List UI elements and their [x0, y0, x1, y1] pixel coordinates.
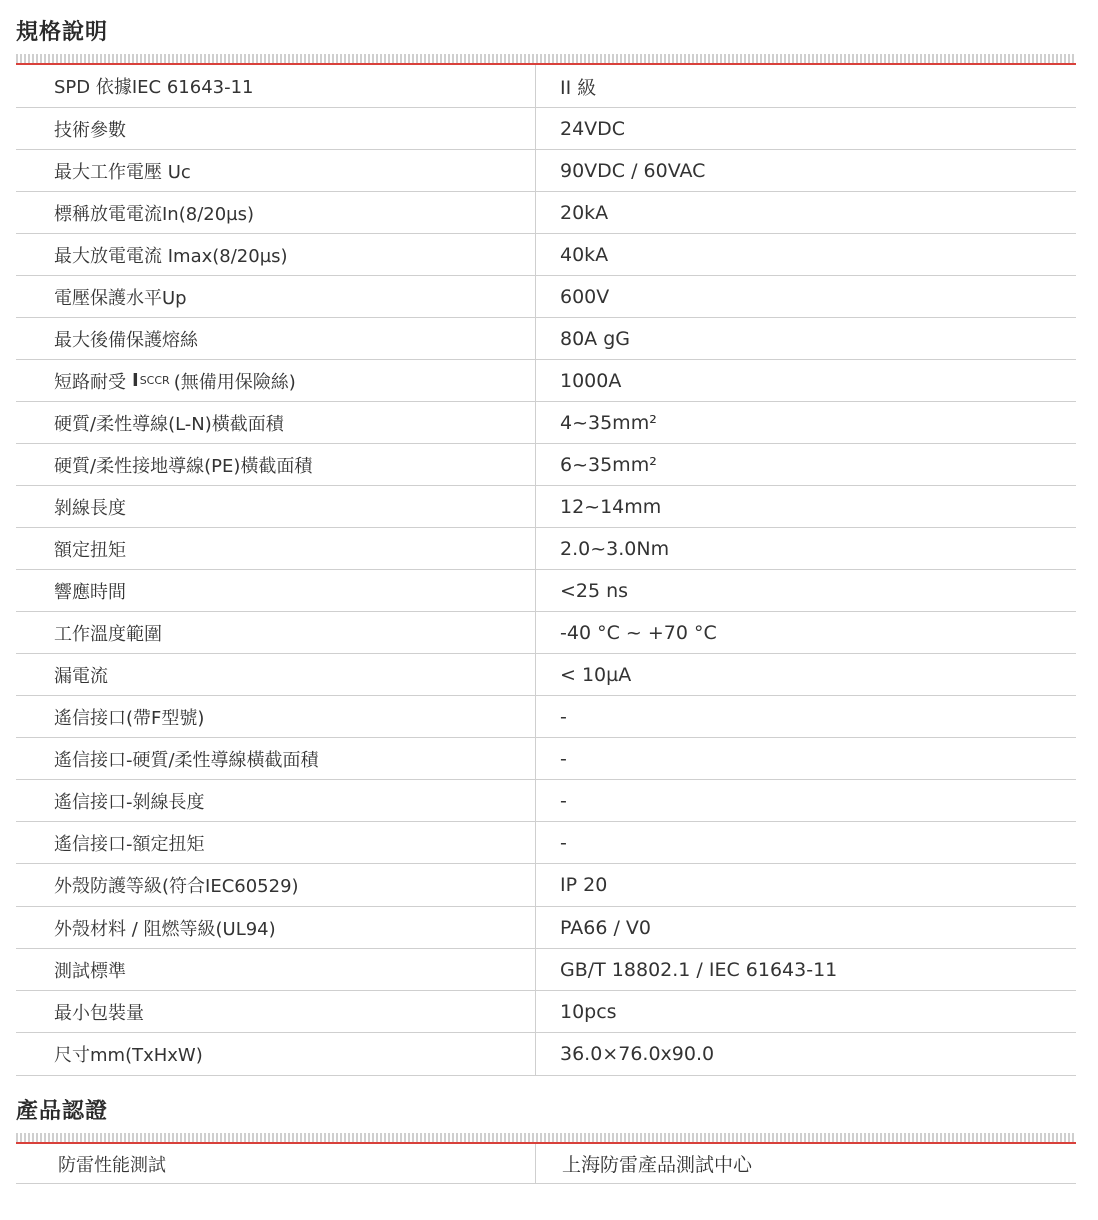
spec-value: 20kA: [560, 201, 609, 224]
cert-value: 上海防雷產品測試中心: [562, 1154, 753, 1176]
spec-row: [16, 1033, 1076, 1076]
cert-label: 防雷性能測試: [16, 1144, 536, 1183]
spec-row: [16, 444, 1076, 486]
spec-row: [16, 108, 1076, 150]
spec-row: [16, 822, 1076, 864]
spec-row: [16, 360, 1076, 402]
spec-label: 測試標準: [16, 949, 536, 990]
spec-row: [16, 907, 1076, 949]
spec-label: 外殼防護等級(符合IEC60529): [16, 864, 536, 906]
spec-row: [16, 65, 1076, 108]
spec-value: 40kA: [560, 243, 609, 266]
spec-row: [16, 150, 1076, 192]
spec-row: [16, 192, 1076, 234]
spec-value: 80A gG: [560, 327, 630, 350]
spec-row: [16, 738, 1076, 780]
spec-table: [16, 65, 1076, 1076]
spec-value: 2.0~3.0Nm: [560, 537, 670, 560]
spec-value: 12~14mm: [560, 495, 662, 518]
spec-label: 標稱放電電流In(8/20µs): [16, 192, 536, 233]
spec-label: 遙信接口-額定扭矩: [16, 822, 536, 863]
spec-row: [16, 991, 1076, 1033]
spec-label-symbol: I: [132, 370, 139, 391]
cert-table: [16, 1144, 1076, 1184]
spec-value: -40 °C ~ +70 °C: [560, 621, 717, 644]
spec-label: 電壓保護水平Up: [16, 276, 536, 317]
spec-row: [16, 276, 1076, 318]
spec-label-suffix: (無備用保險絲): [173, 371, 296, 393]
title-divider: [16, 54, 1076, 63]
spec-value: PA66 / V0: [560, 916, 651, 939]
cert-section-title: 產品認證: [16, 1099, 109, 1124]
spec-label: 漏電流: [16, 654, 536, 695]
spec-value: 600V: [560, 285, 610, 308]
spec-value: 1000A: [560, 369, 622, 392]
spec-label: 剝線長度: [16, 486, 536, 527]
spec-label: 最小包裝量: [16, 991, 536, 1032]
spec-value: 6~35mm²: [560, 453, 657, 476]
spec-label: 遙信接口(帶F型號): [16, 696, 536, 737]
spec-row: [16, 949, 1076, 991]
spec-value: 90VDC / 60VAC: [560, 159, 706, 182]
spec-label: [16, 360, 536, 401]
spec-value: 4~35mm²: [560, 411, 657, 434]
spec-row: [16, 402, 1076, 444]
spec-row: [16, 612, 1076, 654]
spec-row: [16, 696, 1076, 738]
spec-row: [16, 318, 1076, 360]
spec-row: [16, 528, 1076, 570]
spec-label: 最大放電電流 Imax(8/20µs): [16, 234, 536, 275]
spec-value: 36.0×76.0x90.0: [560, 1043, 715, 1065]
spec-label: 最大後備保護熔絲: [16, 318, 536, 359]
spec-label: 硬質/柔性導線(L-N)橫截面積: [16, 402, 536, 443]
spec-section-title: 規格說明: [16, 20, 109, 45]
spec-row: [16, 864, 1076, 907]
spec-value: -: [560, 789, 567, 812]
spec-row: [16, 570, 1076, 612]
spec-label: 外殼材料 / 阻燃等級(UL94): [16, 907, 536, 948]
spec-value: <25 ns: [560, 579, 629, 602]
spec-row: [16, 486, 1076, 528]
spec-value: -: [560, 747, 567, 770]
spec-label-text: 短路耐受: [54, 371, 126, 393]
spec-value: IP 20: [560, 874, 608, 896]
spec-value: II 級: [560, 76, 597, 99]
title-divider: [16, 1133, 1076, 1142]
spec-value: 24VDC: [560, 117, 626, 140]
spec-value: 10pcs: [560, 1000, 617, 1023]
spec-row: [16, 780, 1076, 822]
spec-row: [16, 654, 1076, 696]
spec-value: < 10µA: [560, 663, 632, 686]
spec-label: 遙信接口-剝線長度: [16, 780, 536, 821]
spec-label-subscript: SCCR: [139, 374, 170, 387]
spec-label: 響應時間: [16, 570, 536, 611]
spec-value: -: [560, 705, 567, 728]
spec-label: 尺寸mm(TxHxW): [16, 1033, 536, 1075]
spec-label: 最大工作電壓 Uc: [16, 150, 536, 191]
spec-label: 遙信接口-硬質/柔性導線橫截面積: [16, 738, 536, 779]
spec-label: SPD 依據IEC 61643-11: [16, 65, 536, 107]
spec-label: 工作溫度範圍: [16, 612, 536, 653]
spec-label: 硬質/柔性接地導線(PE)橫截面積: [16, 444, 536, 485]
cert-row: [16, 1144, 1076, 1184]
spec-row: [16, 234, 1076, 276]
spec-value: GB/T 18802.1 / IEC 61643-11: [560, 958, 838, 981]
spec-value: -: [560, 831, 567, 854]
spec-label: 額定扭矩: [16, 528, 536, 569]
spec-label: 技術參數: [16, 108, 536, 149]
